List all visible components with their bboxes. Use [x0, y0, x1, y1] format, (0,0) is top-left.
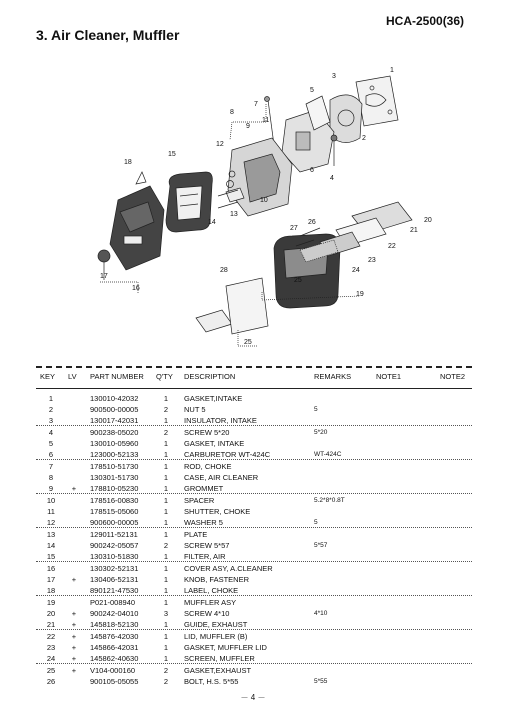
level-cell: +: [71, 484, 77, 493]
group-separator: [36, 629, 472, 630]
description-cell: NUT 5: [184, 405, 206, 414]
level-cell: +: [71, 575, 77, 584]
header-key: KEY: [40, 372, 56, 381]
part-number-cell: 900600-00005: [90, 518, 139, 527]
exploded-parts-diagram: [0, 60, 506, 360]
qty-cell: 1: [163, 654, 169, 663]
level-cell: +: [71, 620, 77, 629]
description-cell: WASHER 5: [184, 518, 223, 527]
level-cell: +: [71, 632, 77, 641]
key-cell: 6: [48, 450, 54, 459]
key-cell: 20: [46, 609, 56, 618]
description-cell: SPACER: [184, 496, 215, 505]
header-part-number: PART NUMBER: [90, 372, 144, 381]
group-separator: [36, 663, 472, 664]
description-cell: SCREW 4*10: [184, 609, 230, 618]
qty-cell: 2: [163, 677, 169, 686]
callout-8: 8: [230, 109, 234, 116]
qty-cell: 1: [163, 620, 169, 629]
part-number-cell: 890121-47530: [90, 586, 139, 595]
description-cell: PLATE: [184, 530, 208, 539]
key-cell: 22: [46, 632, 56, 641]
key-cell: 5: [48, 439, 54, 448]
group-separator: [36, 493, 472, 494]
remarks-cell: 5*55: [314, 678, 328, 685]
part-number-cell: P021-008940: [90, 598, 136, 607]
heat-plate-part: [226, 278, 268, 334]
header-note1: NOTE1: [376, 372, 402, 381]
qty-cell: 3: [163, 609, 169, 618]
description-cell: CARBURETOR WT-424C: [184, 450, 271, 459]
parts-table-body: [0, 393, 506, 687]
part-number-cell: 123000-52133: [90, 450, 139, 459]
table-row: [0, 540, 506, 551]
key-cell: 4: [48, 428, 54, 437]
gasket-exhaust-part: [196, 310, 232, 332]
callout-15: 15: [168, 151, 176, 158]
callout-21: 21: [410, 227, 418, 234]
key-cell: 9: [48, 484, 54, 493]
description-cell: GROMMET: [184, 484, 224, 493]
callout-26: 26: [308, 219, 316, 226]
table-row: [0, 393, 506, 404]
table-row: [0, 472, 506, 483]
part-number-cell: 900242-05057: [90, 541, 139, 550]
key-cell: 11: [47, 507, 55, 516]
qty-cell: 1: [163, 473, 169, 482]
part-number-cell: 130310-51830: [90, 552, 139, 561]
key-cell: 24: [46, 654, 56, 663]
key-cell: 23: [46, 643, 56, 652]
callout-11: 11: [262, 117, 270, 124]
description-cell: GASKET,INTAKE: [184, 394, 243, 403]
key-cell: 15: [46, 552, 56, 561]
part-number-cell: 130302-52131: [90, 564, 139, 573]
key-cell: 8: [48, 473, 54, 482]
page-number: － 4 －: [240, 693, 266, 702]
table-header: [0, 372, 506, 386]
qty-cell: 1: [163, 462, 169, 471]
key-cell: 19: [46, 598, 56, 607]
key-cell: 25: [46, 666, 56, 675]
qty-cell: 1: [163, 450, 169, 459]
part-number-cell: 145876-42030: [90, 632, 139, 641]
key-cell: 18: [46, 586, 56, 595]
gasket-intake-part: [356, 76, 398, 126]
callout-19: 19: [356, 291, 364, 298]
table-row: [0, 495, 506, 506]
callout-13: 13: [230, 211, 238, 218]
description-cell: SCREEN, MUFFLER: [184, 654, 255, 663]
part-number-cell: 178810-05230: [90, 484, 139, 493]
table-row: [0, 665, 506, 676]
part-number-cell: V104-000160: [90, 666, 136, 675]
table-row: [0, 529, 506, 540]
description-cell: LID, MUFFLER (B): [184, 632, 248, 641]
qty-cell: 1: [163, 416, 169, 425]
description-cell: INSULATOR, INTAKE: [184, 416, 257, 425]
table-row: [0, 404, 506, 415]
table-row: [0, 642, 506, 653]
remarks-cell: 5*57: [314, 542, 328, 549]
qty-cell: 1: [163, 439, 169, 448]
qty-cell: 2: [163, 666, 169, 675]
description-cell: GASKET,EXHAUST: [184, 666, 252, 675]
callout-18: 18: [124, 159, 132, 166]
remarks-cell: 5.2*8*0.8T: [314, 497, 345, 504]
qty-cell: 2: [163, 428, 169, 437]
description-cell: FILTER, AIR: [184, 552, 226, 561]
qty-cell: 1: [163, 598, 169, 607]
description-cell: COVER ASY, A.CLEANER: [184, 564, 273, 573]
table-row: [0, 506, 506, 517]
description-cell: ROD, CHOKE: [184, 462, 232, 471]
key-cell: 16: [46, 564, 56, 573]
description-cell: SCREW 5*20: [184, 428, 230, 437]
table-row: [0, 574, 506, 585]
callout-5: 5: [310, 87, 314, 94]
group-separator: [36, 527, 472, 528]
level-cell: +: [71, 643, 77, 652]
callout-10: 10: [260, 197, 268, 204]
part-number-cell: 130406-52131: [90, 575, 139, 584]
part-number-cell: 130010-05960: [90, 439, 139, 448]
remarks-cell: 5: [314, 406, 318, 413]
part-number-cell: 130017-42031: [90, 416, 139, 425]
key-cell: 2: [48, 405, 54, 414]
key-cell: 10: [46, 496, 56, 505]
description-cell: KNOB, FASTENER: [184, 575, 250, 584]
level-cell: +: [71, 609, 77, 618]
qty-cell: 1: [163, 394, 169, 403]
key-cell: 12: [46, 518, 56, 527]
key-cell: 3: [48, 416, 54, 425]
description-cell: GUIDE, EXHAUST: [184, 620, 248, 629]
key-cell: 17: [46, 575, 56, 584]
model-number: HCA-2500(36): [386, 14, 465, 28]
callout-7: 7: [254, 101, 258, 108]
qty-cell: 1: [163, 632, 169, 641]
qty-cell: 1: [163, 586, 169, 595]
qty-cell: 1: [163, 530, 169, 539]
table-top-rule: [36, 366, 472, 368]
remarks-cell: 4*10: [314, 610, 328, 617]
header-lv: LV: [68, 372, 77, 381]
callout-27: 27: [290, 225, 298, 232]
callout-3: 3: [332, 73, 336, 80]
header-qty: Q'TY: [156, 372, 173, 381]
qty-cell: 1: [163, 484, 169, 493]
part-number-cell: 900500-00005: [90, 405, 139, 414]
table-row: [0, 597, 506, 608]
header-bottom-rule: [36, 388, 472, 389]
key-cell: 14: [46, 541, 56, 550]
remarks-cell: 5: [314, 519, 318, 526]
description-cell: CASE, AIR CLEANER: [184, 473, 259, 482]
level-cell: +: [71, 654, 77, 663]
callout-4: 4: [330, 175, 334, 182]
part-number-cell: 178516-00830: [90, 496, 139, 505]
remarks-cell: WT-424C: [314, 451, 342, 458]
group-separator: [36, 595, 472, 596]
key-cell: 21: [46, 620, 56, 629]
table-row: [0, 631, 506, 642]
header-note2: NOTE2: [440, 372, 466, 381]
qty-cell: 2: [163, 405, 169, 414]
part-number-cell: 900242-04010: [90, 609, 139, 618]
key-cell: 26: [46, 677, 56, 686]
callout-25-lower: 25: [244, 339, 252, 346]
qty-cell: 2: [163, 541, 169, 550]
callout-24: 24: [352, 267, 360, 274]
description-cell: GASKET, MUFFLER LID: [184, 643, 267, 652]
key-cell: 7: [48, 462, 54, 471]
remarks-cell: 5*20: [314, 429, 328, 436]
part-number-cell: 130301-51730: [90, 473, 139, 482]
callout-25-upper: 25: [294, 277, 302, 284]
description-cell: LABEL, CHOKE: [184, 586, 239, 595]
table-row: [0, 563, 506, 574]
part-number-cell: 129011-52131: [90, 530, 138, 539]
qty-cell: 1: [163, 564, 169, 573]
qty-cell: 1: [163, 507, 169, 516]
callout-17: 17: [100, 273, 108, 280]
table-row: [0, 438, 506, 449]
level-cell: +: [71, 666, 77, 675]
group-separator: [36, 459, 472, 460]
qty-cell: 1: [163, 518, 169, 527]
callout-14: 14: [208, 219, 216, 226]
callout-22: 22: [388, 243, 396, 250]
description-cell: SHUTTER, CHOKE: [184, 507, 251, 516]
part-number-cell: 145866-42031: [90, 643, 139, 652]
header-description: DESCRIPTION: [184, 372, 236, 381]
callout-2: 2: [362, 135, 366, 142]
callout-23: 23: [368, 257, 376, 264]
part-number-cell: 145818-52130: [90, 620, 139, 629]
qty-cell: 1: [163, 643, 169, 652]
section-title: 3. Air Cleaner, Muffler: [36, 27, 180, 43]
part-number-cell: 900105-05055: [90, 677, 139, 686]
callout-12: 12: [216, 141, 224, 148]
part-number-cell: 145862-40630: [90, 654, 139, 663]
qty-cell: 1: [163, 575, 169, 584]
table-row: [0, 676, 506, 687]
header-remarks: REMARKS: [314, 372, 352, 381]
callout-6: 6: [310, 167, 314, 174]
part-number-cell: 178510-51730: [90, 462, 139, 471]
key-cell: 1: [48, 394, 54, 403]
part-number-cell: 900238-05020: [90, 428, 139, 437]
description-cell: MUFFLER ASY: [184, 598, 237, 607]
callout-20: 20: [424, 217, 432, 224]
callout-9: 9: [246, 123, 250, 130]
part-number-cell: 178515-05060: [90, 507, 139, 516]
callout-1: 1: [390, 67, 394, 74]
description-cell: SCREW 5*57: [184, 541, 230, 550]
callout-28: 28: [220, 267, 228, 274]
part-number-cell: 130010-42032: [90, 394, 139, 403]
key-cell: 13: [46, 530, 56, 539]
table-row: [0, 461, 506, 472]
qty-cell: 1: [163, 496, 169, 505]
callout-16: 16: [132, 285, 140, 292]
table-row: [0, 608, 506, 619]
group-separator: [36, 425, 472, 426]
group-separator: [36, 561, 472, 562]
qty-cell: 1: [163, 552, 169, 561]
table-row: [0, 427, 506, 438]
description-cell: BOLT, H.S. 5*55: [184, 677, 239, 686]
description-cell: GASKET, INTAKE: [184, 439, 245, 448]
